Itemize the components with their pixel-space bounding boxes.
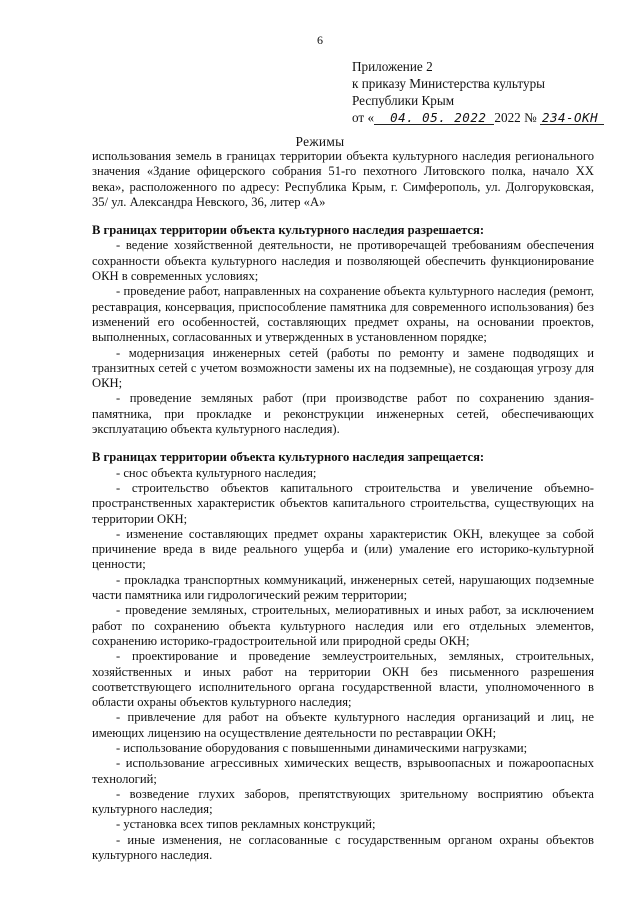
page-number: 6 <box>317 33 323 47</box>
forbidden-heading: В границах территории объекта культурного наследия запрещается: <box>92 450 485 465</box>
document-body <box>92 149 594 863</box>
forbidden-item: - проведение земляных, строительных, мелиоративных и иных работ, за исключением работ по сохранению объекта культурного наследия или его отдельных элементов, сохранению историко-градостроительной или природной среды ОКН; <box>92 603 594 648</box>
appendix-order-ref: к приказу Министерства культуры <box>352 76 546 91</box>
forbidden-item: - строительство объектов капитального строительства и увеличение объемно-пространственных характеристик объектов капитального строительства, существующих на территории ОКН; <box>92 480 594 526</box>
forbidden-item: - прокладка транспортных коммуникаций, инженерных сетей, нарушающих подземные части памятника или гидрологический режим территории; <box>92 572 594 603</box>
appendix-header <box>352 58 604 126</box>
handwritten-date: 04. 05. 2022 <box>388 111 494 125</box>
forbidden-item: - снос объекта культурного наследия; <box>116 465 317 480</box>
allowed-item: - ведение хозяйственной деятельности, не противоречащей требованиям обеспечения сохранности объекта культурного наследия и позволяющей обеспечить функционирование ОКН в современных условиях; <box>92 238 594 284</box>
intro-paragraph: использования земель в границах территории объекта культурного наследия регионального значения «Здание офицерского собрания 51-го пехотного Литовского полка, начало XX века», расположенного по адресу: Республика Крым, г. Симферополь, ул. Долгоруковская, 35/ ул. Александра Невского, 36, литер «А» <box>92 149 594 209</box>
forbidden-item: - установка всех типов рекламных конструкций; <box>116 817 376 832</box>
allowed-heading: В границах территории объекта культурного наследия разрешается: <box>92 223 485 238</box>
appendix-title: Приложение 2 <box>352 59 433 74</box>
forbidden-item: - изменение составляющих предмет охраны характеристик ОКН, влекущее за собой причинение вреда в виде реального ущерба и (или) умаление его историко-культурной ценности; <box>92 526 594 572</box>
date-blank <box>374 111 388 125</box>
document-title: Режимы <box>295 134 345 149</box>
appendix-region: Республики Крым <box>352 93 455 108</box>
forbidden-item: - иные изменения, не согласованные с государственным органом охраны объектов культурного наследия. <box>92 832 594 863</box>
forbidden-item: - использование агрессивных химических веществ, взрывоопасных и пожароопасных технологий; <box>92 756 594 786</box>
allowed-item: - проведение земляных работ (при производстве работ по сохранению здания-памятника, при прокладке и реконструкции инженерных сетей, обеспечивающих эксплуатацию объекта культурного наследия). <box>92 391 594 437</box>
forbidden-item: - привлечение для работ на объекте культурного наследия организаций и лиц, не имеющих лицензию на осуществление деятельности по реставрации ОКН; <box>92 710 594 740</box>
allowed-item: - проведение работ, направленных на сохранение объекта культурного наследия (ремонт, реставрация, консервация, приспособление памятника для современного использования) без изменений его особенностей, составляющих предмет охраны, на основании проектов, выполненных, согласованных и утвержденных в установленном порядке; <box>92 284 594 345</box>
handwritten-order-number: 234-ОКН <box>540 111 604 125</box>
year-number-label: 2022 № <box>494 110 537 125</box>
forbidden-item: - использование оборудования с повышенными динамическими нагрузками; <box>116 740 528 755</box>
forbidden-item: - проектирование и проведение землеустроительных, земляных, строительных, хозяйственных и иных работ на территории ОКН без письменного разрешения соответствующего исполнительного органа государственной власти, уполномоченного в области охраны объектов культурного наследия; <box>92 649 594 710</box>
forbidden-item: - возведение глухих заборов, препятствующих зрительному восприятию объекта культурного наследия; <box>92 786 594 817</box>
allowed-item: - модернизация инженерных сетей (работы по ремонту и замене подводящих и транзитных сетей с учетом возможности замены их на подземные), не создающая угрозу для ОКН; <box>92 345 594 391</box>
date-from-label: от « <box>352 110 375 125</box>
appendix-date-number <box>352 109 604 126</box>
